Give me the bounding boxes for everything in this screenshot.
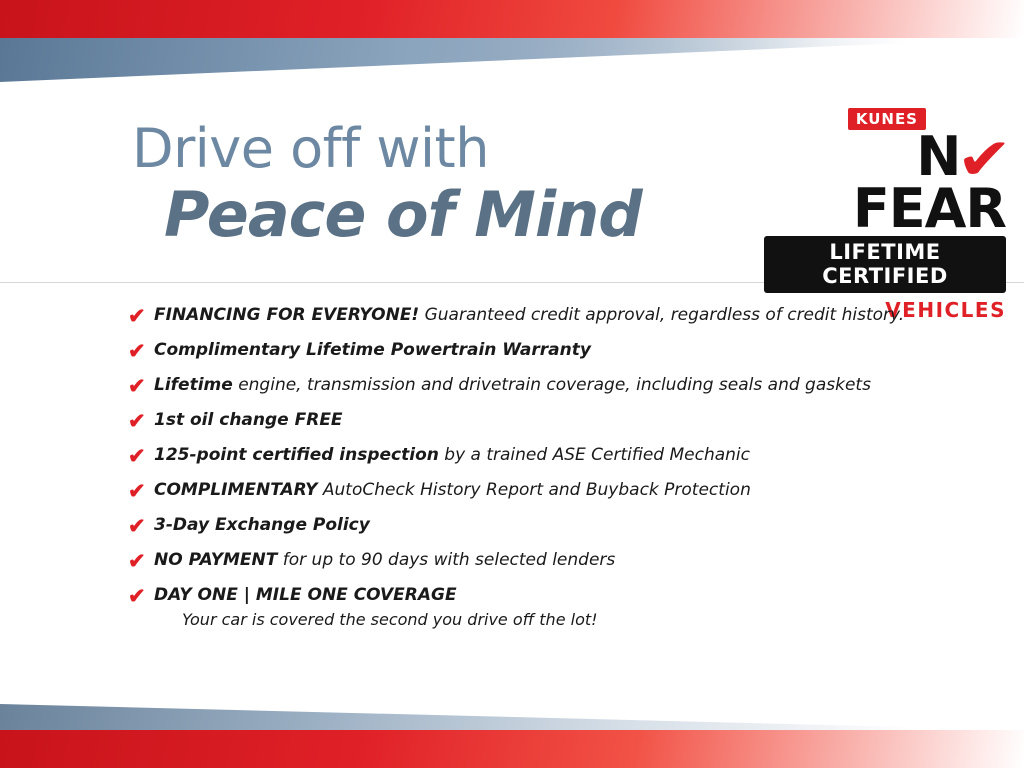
check-mark-icon: ✔ (128, 410, 146, 433)
headline-line-2: Peace of Mind (164, 178, 642, 251)
check-mark-icon: ✔ (128, 375, 146, 398)
list-item (128, 550, 948, 572)
bottom-red-band (0, 730, 1024, 768)
check-mark-icon: ✔ (128, 515, 146, 538)
list-item-bold: 3-Day Exchange Policy (154, 515, 370, 535)
list-item-bold: Lifetime (154, 375, 233, 395)
benefits-list (128, 305, 948, 643)
list-item-text (154, 410, 343, 431)
page-title (132, 117, 752, 251)
list-item (128, 375, 948, 397)
list-item-bold: DAY ONE | MILE ONE COVERAGE (154, 585, 457, 605)
list-item (128, 445, 948, 467)
list-item-bold: 1st oil change FREE (154, 410, 343, 430)
list-item (128, 515, 948, 537)
list-item (128, 585, 948, 630)
list-item-bold: COMPLIMENTARY (154, 480, 318, 500)
list-item-text (154, 550, 615, 571)
wordmark-fear: FEAR (852, 177, 1006, 241)
check-mark-icon: ✔ (128, 550, 146, 573)
list-item (128, 340, 948, 362)
list-item-text (154, 445, 750, 466)
vehicles-label: VEHICLES (885, 298, 1006, 323)
check-mark-icon: ✔ (128, 480, 146, 503)
brand-name-label: KUNES (848, 108, 926, 130)
list-item-text (154, 515, 370, 536)
list-item (128, 305, 948, 327)
list-item-rest: AutoCheck History Report and Buyback Protection (317, 480, 751, 500)
check-mark-icon: ✔ (128, 445, 146, 468)
list-item-text (154, 585, 598, 630)
list-item-rest: for up to 90 days with selected lenders (277, 550, 616, 570)
kunes-no-fear-logo (764, 108, 1012, 323)
check-mark-icon: ✔ (128, 585, 146, 608)
check-mark-icon: ✔ (128, 305, 146, 328)
list-item-text (154, 480, 751, 501)
list-item (128, 410, 948, 432)
list-item-text (154, 375, 871, 396)
list-item-text (154, 305, 904, 326)
list-item-bold: NO PAYMENT (154, 550, 278, 570)
check-mark-icon: ✔ (128, 340, 146, 363)
list-item-subtext: Your car is covered the second you drive off the lot! (182, 610, 598, 630)
top-red-band (0, 0, 1024, 38)
list-item-rest: engine, transmission and drivetrain coverage, including seals and gaskets (232, 375, 871, 395)
wordmark-no: N (916, 125, 961, 188)
list-item-bold: 125-point certified inspection (154, 445, 439, 465)
no-fear-wordmark (764, 125, 1012, 241)
list-item (128, 480, 948, 502)
list-item-text (154, 340, 591, 361)
list-item-rest: by a trained ASE Certified Mechanic (438, 445, 750, 465)
check-mark-icon: ✔ (956, 125, 1012, 193)
lifetime-certified-banner: LIFETIME CERTIFIED (764, 236, 1006, 293)
list-item-bold: Complimentary Lifetime Powertrain Warranty (154, 340, 591, 360)
list-item-rest: Guaranteed credit approval, regardless of credit history. (419, 305, 905, 325)
headline-line-1: Drive off with (132, 117, 489, 180)
list-item-bold: FINANCING FOR EVERYONE! (154, 305, 420, 325)
